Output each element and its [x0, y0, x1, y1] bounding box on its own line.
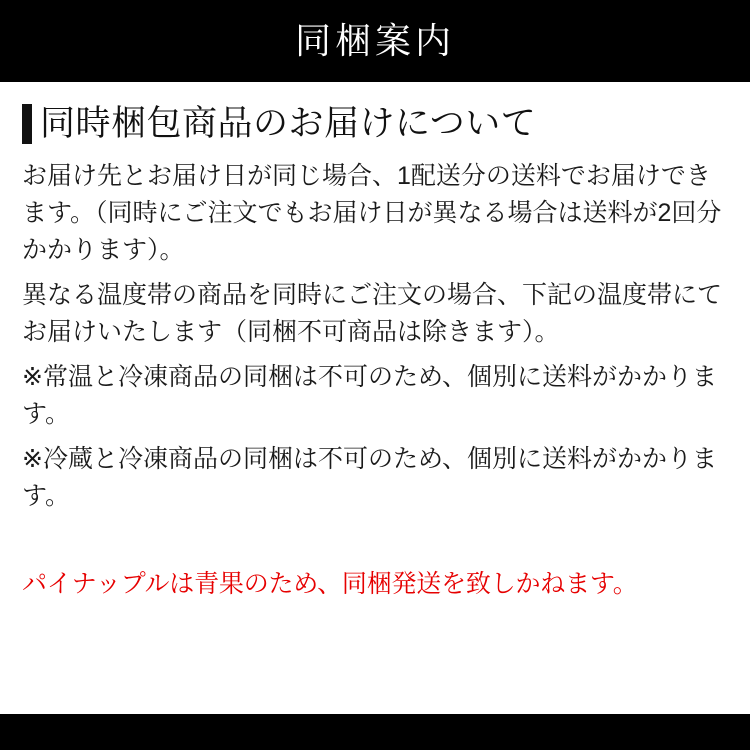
header-bar: [0, 0, 750, 82]
pineapple-notice: パイナップルは青果のため、同梱発送を致しかねます。: [22, 570, 638, 599]
body-paragraph-2: 異なる温度帯の商品を同時にご注文の場合、下記の温度帯にてお届けいたします（同梱不可商品は除きます）。: [22, 281, 723, 347]
page-title: 同梱案内: [294, 20, 455, 61]
body-paragraph-1: お届け先とお届け日が同じ場合、1配送分の送料でお届けできます。（同時にご注文でもお届け日が異なる場合は送料が2回分かかります）。: [22, 162, 722, 265]
footer-bar: [0, 714, 750, 750]
body-paragraph-4: ※冷蔵と冷凍商品の同梱は不可のため、個別に送料がかかります。: [22, 445, 717, 511]
content-area: [0, 82, 750, 602]
section-heading: [22, 104, 728, 144]
heading-accent-bar: [22, 104, 32, 144]
body-paragraph-3: ※常温と冷凍商品の同梱は不可のため、個別に送料がかかります。: [22, 363, 717, 429]
section-heading-text: 同時梱包商品のお届けについて: [40, 104, 537, 143]
